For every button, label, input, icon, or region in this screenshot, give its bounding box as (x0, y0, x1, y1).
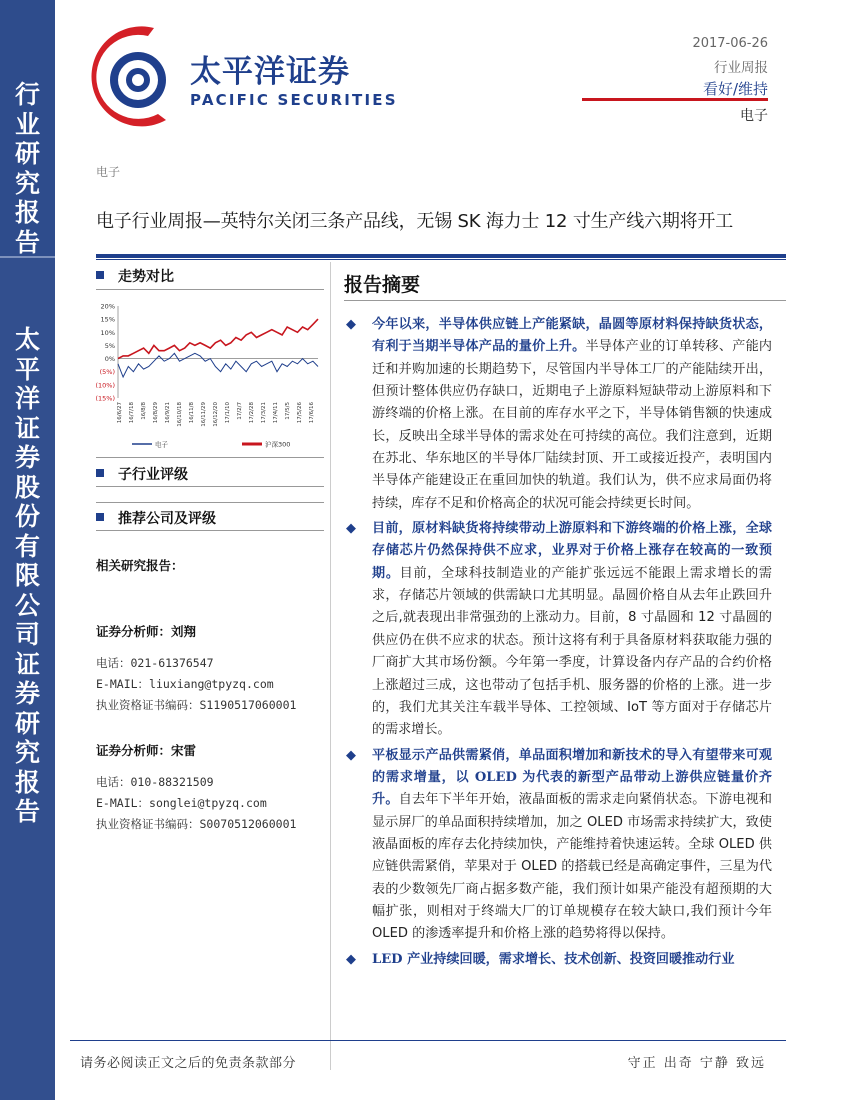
summary-paragraph-lead: 今年以来，半导体供应链上产能紧缺，晶圆等原材料保持缺货状态，有利于当期半导体产品的量价上升。 (372, 317, 772, 355)
square-bullet-icon (96, 271, 104, 279)
footer-disclaimer: 请务必阅读正文之后的免责条款部分 (80, 1056, 297, 1071)
section-trend-heading: 走势对比 (96, 266, 174, 286)
sidebar-bottom-char: 证 (14, 413, 40, 443)
diamond-bullet-icon: ◆ (346, 521, 356, 537)
x-tick-label: 17/1/10 (225, 402, 231, 424)
trend-comparison-chart (92, 298, 322, 450)
analyst-1-cert: 执业资格证书编码：S1190517060001 (96, 698, 297, 712)
rating: 看好/维持 (702, 80, 768, 98)
sidebar-top-char: 业 (14, 109, 40, 139)
x-tick-label: 16/12/20 (213, 402, 219, 427)
sector: 电子 (740, 108, 768, 124)
sidebar-bottom-char: 券 (14, 443, 40, 472)
y-tick-label: (15%) (95, 394, 115, 403)
y-tick-label: 5% (104, 341, 115, 350)
sidebar-top-char: 行 (14, 80, 40, 109)
summary-paragraph (344, 949, 772, 971)
y-tick-label: (5%) (99, 368, 115, 377)
analyst-1-name: 证券分析师：刘翔 (96, 624, 197, 639)
y-tick-label: (10%) (95, 381, 115, 390)
section-divider (96, 530, 324, 531)
x-tick-label: 16/8/29 (153, 402, 159, 424)
brand-name-en: PACIFIC SECURITIES (190, 91, 398, 109)
x-tick-label: 16/6/27 (117, 402, 123, 424)
section-companies-heading: 推荐公司及评级 (96, 508, 216, 528)
summary-paragraph (344, 518, 772, 741)
sidebar-bottom-char: 报 (14, 767, 40, 797)
x-tick-label: 17/4/11 (273, 402, 279, 424)
section-sub-rating-heading: 子行业评级 (96, 464, 188, 484)
analyst-2-cert: 执业资格证书编码：S0070512060001 (96, 817, 297, 831)
legend-label: 沪深300 (265, 440, 291, 449)
x-tick-label: 17/2/7 (237, 402, 243, 420)
sidebar-bottom-char: 公 (14, 590, 40, 620)
y-tick-label: 0% (104, 355, 115, 364)
x-tick-label: 16/10/18 (177, 402, 183, 427)
diamond-bullet-icon: ◆ (346, 951, 356, 967)
sidebar-bottom-char: 有 (14, 531, 40, 561)
sidebar-top-char: 究 (14, 168, 40, 198)
analyst-2-name: 证券分析师：宋雷 (96, 743, 197, 758)
summary-body (344, 314, 772, 974)
sidebar-top-char: 告 (14, 227, 40, 257)
analyst-1-phone: 电话：021-61376547 (96, 656, 214, 670)
analyst-2-phone: 电话：010-88321509 (96, 775, 214, 789)
sidebar-label-report-type (0, 80, 55, 257)
x-tick-label: 16/11/8 (189, 402, 195, 424)
summary-paragraph (344, 745, 772, 946)
sidebar-bottom-char: 股 (14, 472, 40, 502)
sidebar-bottom-char: 司 (14, 620, 40, 649)
x-tick-label: 17/6/16 (309, 402, 315, 424)
footer-rule (70, 1040, 786, 1041)
section-divider (96, 502, 324, 503)
x-tick-label: 16/11/29 (201, 402, 207, 427)
series-line (118, 319, 318, 359)
x-tick-label: 16/7/18 (129, 402, 135, 424)
summary-paragraph-text: 半导体产业的订单转移、产能内迁和并购加速的长期趋势下，尽管国内半导体工厂的产能陆续开出，但预计整体供应仍存缺口，近期电子上游原料短缺带动上游原料和下游终端的价格上涨。在目前的库存水平之下，半导体销售额的快速成长，反映出全球半导体的需求处在可持续的高位。我们注意到，近期在苏北、华东地区的半导体厂陆续封顶、开工或接近投产，表明国内半导体产能建设正在重回加快的轨道。我们认为，供不应求局面仍将持续，库存不足和价格高企的状况可能会持续更长时间。 (372, 339, 773, 511)
title-rule (96, 254, 786, 258)
sidebar-bottom-char: 限 (14, 561, 40, 590)
related-reports-label: 相关研究报告： (96, 558, 184, 573)
sector-tag: 电子 (96, 165, 121, 179)
x-tick-label: 17/2/28 (249, 402, 255, 424)
sidebar-bottom-char: 太 (14, 325, 40, 354)
summary-rule (344, 300, 786, 301)
analyst-1-email[interactable]: E-MAIL：liuxiang@tpyzq.com (96, 677, 274, 691)
sidebar-bottom-char: 券 (14, 679, 40, 708)
brand-name-cn: 太平洋证券 (190, 54, 350, 90)
square-bullet-icon (96, 513, 104, 521)
report-title: 电子行业周报—英特尔关闭三条产品线，无锡 SK 海力士 12 寸生产线六期将开工 (96, 211, 734, 232)
sidebar-top-char: 报 (14, 198, 40, 227)
report-type: 行业周报 (714, 60, 768, 76)
title-rule-thin (96, 259, 786, 260)
sidebar-bottom-char: 究 (14, 738, 40, 767)
x-tick-label: 16/8/8 (141, 402, 147, 420)
summary-title: 报告摘要 (344, 274, 421, 296)
sidebar-bottom-char: 洋 (14, 384, 40, 413)
sidebar-bottom-char: 证 (14, 649, 40, 679)
x-tick-label: 17/5/26 (297, 402, 303, 424)
square-bullet-icon (96, 469, 104, 477)
summary-paragraph-lead: LED 产业持续回暖，需求增长、技术创新、投资回暖推动行业 (372, 951, 735, 967)
section-divider (96, 289, 324, 290)
section-divider (96, 457, 324, 458)
analyst-2-email[interactable]: E-MAIL：songlei@tpyzq.com (96, 796, 267, 810)
legend-label: 电子 (155, 440, 168, 449)
summary-paragraph-text: 目前，全球科技制造业的产能扩张远远不能跟上需求增长的需求，存储芯片领域的供需缺口尤其明显。晶圆价格自从去年止跌回升之后,就表现出非常强劲的上涨动力。目前，8 寸晶圆和 12 寸晶圆的供应仍在供不应求的状态。预计这将有利于具备原材料获取能力强的厂商扩大其市场份额。今年第一季度，计算设备内存产品的合约价格上涨超过三成，这也带动了包括手机、服务器的价格的上涨。进一步的，我们尤其关注车载半导体、工控领域、IoT 等方面对于存储芯片的需求增长。 (372, 565, 773, 738)
x-tick-label: 16/9/21 (165, 402, 171, 424)
series-line (118, 353, 318, 377)
summary-paragraph-lead: 目前，原材料缺货将持续带动上游原料和下游终端的价格上涨，全球存储芯片仍然保持供不应求，业界对于价格上涨存在较高的一致预期。 (372, 521, 772, 581)
column-divider (330, 262, 331, 1070)
x-tick-label: 17/3/21 (261, 402, 267, 424)
pacific-securities-logo (88, 22, 166, 134)
rating-underline (582, 98, 768, 101)
footer-motto: 守正 出奇 宁静 致远 (627, 1056, 766, 1071)
sidebar-top-char: 研 (14, 139, 40, 168)
sidebar-bottom-char: 告 (14, 797, 40, 826)
diamond-bullet-icon: ◆ (346, 747, 356, 763)
report-date: 2017-06-26 (692, 36, 768, 51)
y-tick-label: 20% (100, 302, 115, 311)
sidebar-bottom-char: 平 (14, 354, 40, 384)
summary-paragraph-text: 自去年下半年开始，液晶面板的需求走向紧俏状态。下游电视和显示屏厂的单品面积持续增加，加之 OLED 市场需求持续扩大，致使液晶面板的库存去化持续加快，产能维持着快速运转。全球 OLED 供应链供需紧俏，苹果对于 OLED 的搭载已经是高确定事件，三星为代表的少数领先厂商占据多数产能，我们预计如果产能没有超预期的大幅扩张，则相对于终端大厂的订单规模存在较大缺口,我们预计今年 OLED 的渗透率提升和价格上涨的趋势将得以保持。 (372, 792, 773, 942)
summary-paragraph-lead: 平板显示产品供需紧俏，单品面积增加和新技术的导入有望带来可观的需求增量，以 OLED 为代表的新型产品带动上游供应链量价齐升。 (372, 747, 772, 808)
sidebar-label-company (0, 325, 55, 827)
y-tick-label: 15% (100, 315, 115, 324)
diamond-bullet-icon: ◆ (346, 317, 356, 332)
sidebar-bottom-char: 份 (14, 502, 40, 531)
sidebar-bottom-char: 研 (14, 708, 40, 738)
summary-paragraph (344, 314, 772, 515)
section-divider (96, 486, 324, 487)
y-tick-label: 10% (100, 328, 115, 337)
x-tick-label: 17/5/5 (285, 402, 291, 420)
